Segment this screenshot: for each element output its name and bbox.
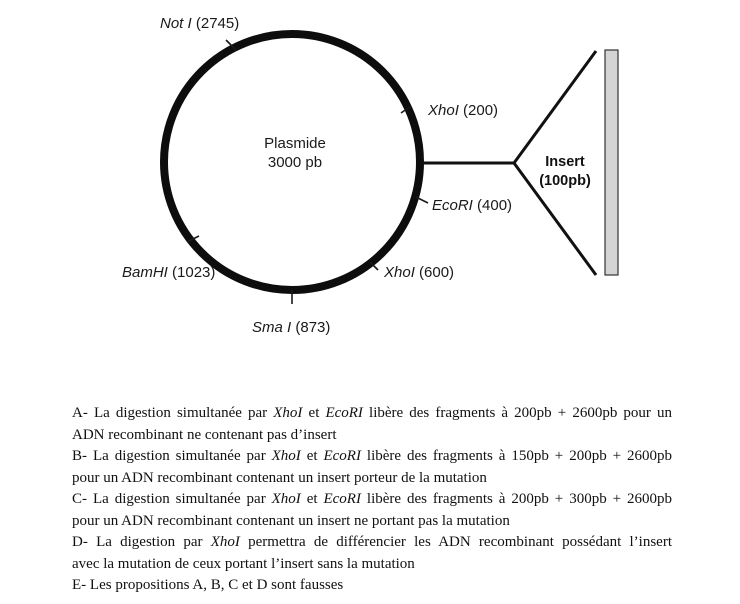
option-b-line-1: B- La digestion simultanée par XhoI et EcoRI libère des fragments à 150pb + 200pb + 2600pb xyxy=(72,448,673,464)
insert-bar xyxy=(605,50,618,275)
site-label-noti: Not I (2745) xyxy=(160,15,240,32)
insert-label: Insert xyxy=(545,154,585,170)
insert-size: (100pb) xyxy=(539,173,591,189)
site-label-bamhi: BamHI (1023) xyxy=(122,264,216,281)
option-e[interactable] xyxy=(72,575,672,597)
option-b-line-2: pour un ADN recombinant contenant un insert porteur de la mutation xyxy=(72,469,487,486)
option-e-line-1: E- Les propositions A, B, C et D sont fausses xyxy=(72,577,344,593)
option-a-line-2: ADN recombinant ne contenant pas d’insert xyxy=(72,426,337,443)
answer-options xyxy=(72,403,672,597)
option-d-line-2: avec la mutation de ceux portant l’insert sans la mutation xyxy=(72,555,415,572)
option-c-line-2: pour un ADN recombinant contenant un insert ne portant pas la mutation xyxy=(72,512,510,529)
site-label-ecori-400: EcoRI (400) xyxy=(432,197,513,214)
site-label-xhoi-200: XhoI (200) xyxy=(428,102,499,119)
option-b[interactable] xyxy=(72,446,672,489)
plasmid-size: 3000 pb xyxy=(267,154,323,171)
option-a-line-1: A- La digestion simultanée par XhoI et EcoRI libère des fragments à 200pb + 2600pb pour un xyxy=(72,405,673,421)
option-d[interactable] xyxy=(72,532,672,575)
site-label-smai: Sma I (873) xyxy=(252,319,331,336)
option-a[interactable] xyxy=(72,403,672,446)
plasmid-name: Plasmide xyxy=(264,135,326,152)
option-c[interactable] xyxy=(72,489,672,532)
site-label-xhoi-600: XhoI (600) xyxy=(384,264,455,281)
option-d-line-1: D- La digestion par XhoI permettra de différencier les ADN recombinant possédant l’insert xyxy=(72,534,673,550)
option-c-line-1: C- La digestion simultanée par XhoI et EcoRI libère des fragments à 200pb + 300pb + 2600pb xyxy=(72,491,673,507)
insert-expansion-upper xyxy=(514,51,596,163)
